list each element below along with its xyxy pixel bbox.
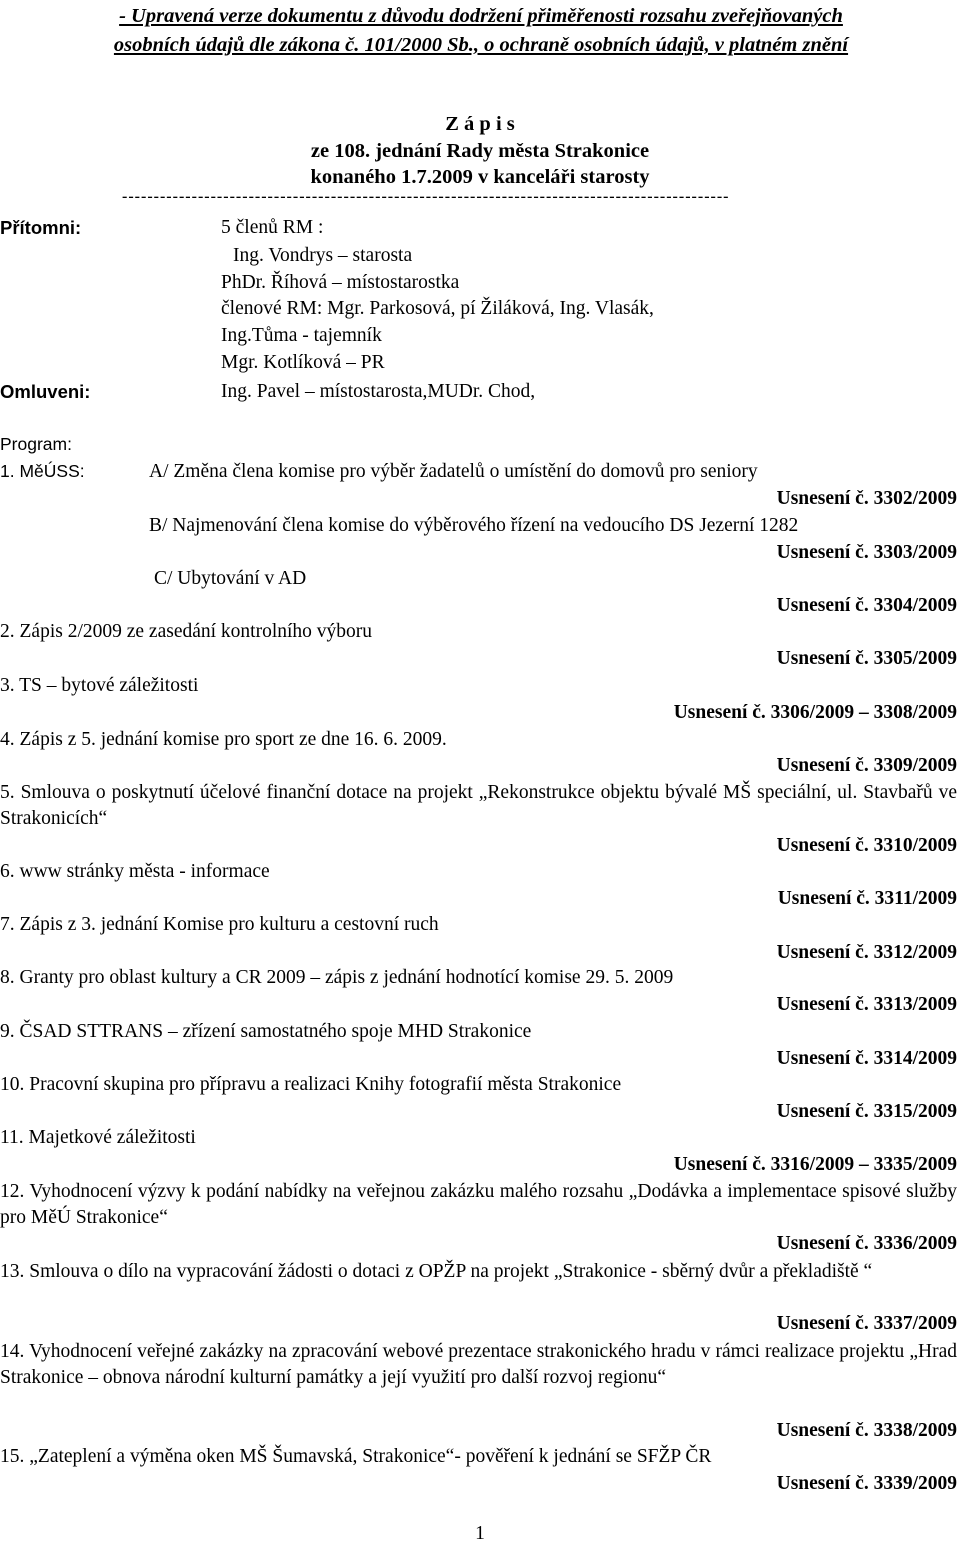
program-label: Program: <box>0 434 72 454</box>
resolution-3303: Usnesení č. 3303/2009 <box>776 542 957 563</box>
resolution-3339: Usnesení č. 3339/2009 <box>776 1473 957 1494</box>
resolution-3315: Usnesení č. 3315/2009 <box>776 1101 957 1122</box>
excused-list: Ing. Pavel – místostarosta,MUDr. Chod, <box>221 381 536 402</box>
item-10: 10. Pracovní skupina pro přípravu a realizaci Knihy fotografií města Strakonice <box>0 1074 622 1095</box>
resolution-3313: Usnesení č. 3313/2009 <box>776 994 957 1015</box>
resolution-3309: Usnesení č. 3309/2009 <box>776 755 957 776</box>
item-11: 11. Majetkové záležitosti <box>0 1127 196 1148</box>
item-5: 5. Smlouva o poskytnutí účelové finanční dotace na projekt „Rekonstrukce objektu bývalé MŠ speciální, ul. Stavbařů ve Strakonicích“ <box>0 782 957 829</box>
resolution-3311: Usnesení č. 3311/2009 <box>777 888 957 909</box>
resolution-3310: Usnesení č. 3310/2009 <box>776 835 957 856</box>
item-2: 2. Zápis 2/2009 ze zasedání kontrolního výboru <box>0 621 373 642</box>
header-separator: ------------------------------------------------------------------------------------------------ <box>122 190 730 204</box>
notice-line-1: - Upravená verze dokumentu z důvodu dodržení přiměřenosti rozsahu zveřejňovaných <box>119 5 843 27</box>
present-line: členové RM: Mgr. Parkosová, pí Žiláková, Ing. Vlasák, <box>221 298 654 319</box>
present-line: Ing. Vondrys – starosta <box>233 245 413 266</box>
document-title: Z á p i s <box>445 113 515 135</box>
item-8: 8. Granty pro oblast kultury a CR 2009 – zápis z jednání hodnotící komise 29. 5. 2009 <box>0 967 674 988</box>
present-line: 5 členů RM : <box>221 217 324 238</box>
item-13: 13. Smlouva o dílo na vypracování žádosti o dotaci z OPŽP na projekt „Strakonice - sběrný dvůr a překladiště “ <box>0 1261 873 1282</box>
present-line: Mgr. Kotlíková – PR <box>221 352 385 373</box>
notice-line-2: osobních údajů dle zákona č. 101/2000 Sb., o ochraně osobních údajů, v platném znění <box>113 34 849 56</box>
item-1a: A/ Změna člena komise pro výběr žadatelů o umístění do domovů pro seniory <box>149 461 758 482</box>
resolution-3306: Usnesení č. 3306/2009 – 3308/2009 <box>673 702 957 723</box>
item-1b: B/ Najmenování člena komise do výběrového řízení na vedoucího DS Jezerní 1282 <box>149 515 799 536</box>
item-9: 9. ČSAD STTRANS – zřízení samostatného spoje MHD Strakonice <box>0 1021 532 1042</box>
resolution-3305: Usnesení č. 3305/2009 <box>776 648 957 669</box>
present-label: Přítomni: <box>0 217 82 238</box>
resolution-3312: Usnesení č. 3312/2009 <box>776 942 957 963</box>
item-14: 14. Vyhodnocení veřejné zakázky na zpracování webové prezentace strakonického hradu v rámci realizace projektu „Hrad Strakonice – obnova národní kulturní památky a její využití pro další rozvoj regionu“ <box>0 1341 957 1388</box>
present-line: Ing.Tůma - tajemník <box>221 325 382 346</box>
resolution-3314: Usnesení č. 3314/2009 <box>776 1048 957 1069</box>
item-1c: C/ Ubytování v AD <box>154 568 307 589</box>
item-12: 12. Vyhodnocení výzvy k podání nabídky na veřejnou zakázku malého rozsahu „Dodávka a implementace spisové služby pro MěÚ Strakonice“ <box>0 1181 957 1228</box>
resolution-3302: Usnesení č. 3302/2009 <box>776 488 957 509</box>
item-6: 6. www stránky města - informace <box>0 861 270 882</box>
item-7: 7. Zápis z 3. jednání Komise pro kulturu a cestovní ruch <box>0 914 439 935</box>
item-4: 4. Zápis z 5. jednání komise pro sport ze dne 16. 6. 2009. <box>0 729 447 750</box>
item-15: 15. „Zateplení a výměna oken MŠ Šumavská, Strakonice“- pověření k jednání se SFŽP ČR <box>0 1446 712 1467</box>
resolution-3316: Usnesení č. 3316/2009 – 3335/2009 <box>673 1154 957 1175</box>
meeting-date-place: konaného 1.7.2009 v kanceláři starosty <box>310 166 650 188</box>
resolution-3304: Usnesení č. 3304/2009 <box>776 595 957 616</box>
resolution-3337: Usnesení č. 3337/2009 <box>776 1313 957 1334</box>
item-3: 3. TS – bytové záležitosti <box>0 675 199 696</box>
resolution-3338: Usnesení č. 3338/2009 <box>776 1420 957 1441</box>
resolution-3336: Usnesení č. 3336/2009 <box>776 1233 957 1254</box>
meeting-subtitle: ze 108. jednání Rady města Strakonice <box>310 140 650 162</box>
item-1-label: 1. MěÚSS: <box>0 461 85 481</box>
present-line: PhDr. Říhová – místostarostka <box>221 272 460 293</box>
page-number: 1 <box>475 1523 485 1544</box>
excused-label: Omluveni: <box>0 381 91 402</box>
